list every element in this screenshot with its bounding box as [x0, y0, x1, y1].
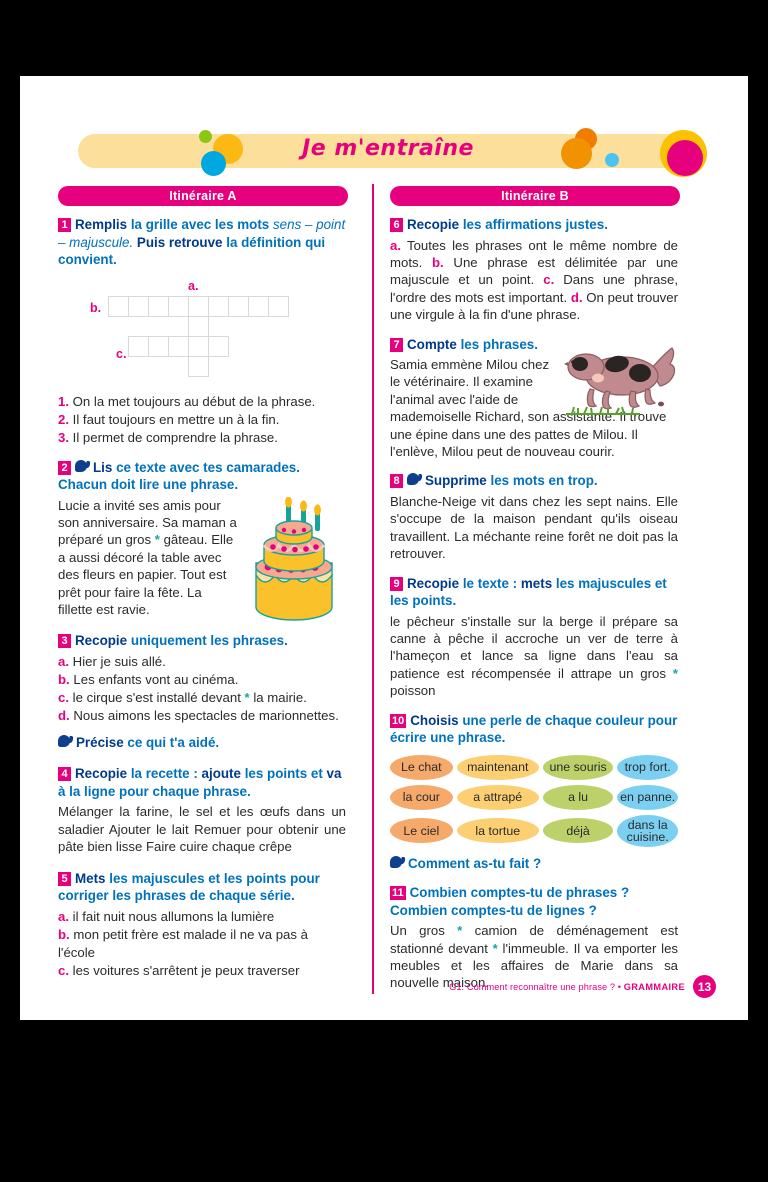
- crossword-cell[interactable]: [128, 336, 149, 357]
- item-label: c.: [543, 272, 555, 288]
- pearl-word[interactable]: a attrapé: [457, 785, 539, 810]
- item-label: d.: [58, 707, 70, 723]
- item-label: b.: [58, 671, 70, 687]
- exercise-5-verb: Mets: [75, 870, 106, 886]
- exercise-8: [390, 472, 678, 562]
- exercise-6-verb: Recopie: [407, 217, 460, 232]
- exercise-6-number: 6: [390, 218, 403, 232]
- exercise-9-number: 9: [390, 577, 403, 591]
- crossword-cell[interactable]: [168, 296, 189, 317]
- exercise-10-verb: Choisis: [410, 712, 459, 728]
- exercise-4-heading: [58, 765, 346, 800]
- exercise-10-subtask: [390, 855, 678, 873]
- speech-bubble-icon: [58, 735, 73, 748]
- vocabulary-star-icon: *: [492, 940, 498, 956]
- crossword-cell[interactable]: [208, 296, 229, 317]
- subtask-text: Comment as-tu fait ?: [408, 855, 542, 871]
- footer-chapter-text: G1. Comment reconnaître une phrase ? •: [449, 981, 622, 992]
- exercise-1-words: sens – point – majuscule.: [58, 217, 346, 250]
- exercise-2: [58, 459, 346, 619]
- exercise-6: [390, 216, 678, 324]
- definition-text: Il permet de comprendre la phrase.: [72, 429, 278, 445]
- exercise-4-verb-1: Recopie: [75, 766, 128, 782]
- item-text: Les enfants vont au cinéma.: [73, 671, 239, 687]
- exercise-1-text-2: la définition qui convient.: [58, 234, 326, 267]
- exercise-1-number: 1: [58, 218, 71, 232]
- pearl-word[interactable]: dans la cuisine.: [617, 815, 678, 847]
- pearl-row: [390, 755, 678, 780]
- item-text: mon petit frère est malade il ne va pas à l'école: [58, 926, 308, 960]
- exercise-7-number: 7: [390, 338, 403, 352]
- textbook-page: [20, 76, 748, 1020]
- page-number-badge: 13: [693, 975, 716, 998]
- subtask-verb: Précise: [76, 734, 124, 750]
- exercise-9-text-2: les majuscules et les points.: [390, 575, 667, 609]
- pearl-word[interactable]: maintenant: [457, 755, 539, 780]
- exercise-11-heading: [390, 884, 678, 919]
- exercise-6-body: [390, 237, 678, 324]
- exercise-7-text: les phrases.: [456, 336, 538, 352]
- crossword-cell[interactable]: [228, 296, 249, 317]
- footer-chapter-label: [449, 982, 685, 992]
- exercise-7-body-full: mademoiselle Richard, son assistante. Il trouve une épine dans une des pattes de Milou. Il l'enlève, Milou peut de nouveau courir.: [390, 409, 667, 460]
- exercise-11-number: 11: [392, 887, 404, 900]
- item-label: d.: [570, 289, 583, 305]
- crossword-grid[interactable]: [58, 279, 346, 387]
- exercise-1-verb: Remplis: [75, 217, 128, 232]
- exercise-6-heading: [390, 216, 678, 234]
- crossword-label-b: b.: [90, 300, 102, 315]
- list-item: [58, 707, 346, 725]
- list-item: [58, 689, 346, 707]
- item-label: b.: [58, 926, 70, 942]
- pearl-word[interactable]: une souris: [543, 755, 613, 780]
- definition-item: [58, 411, 346, 429]
- exercise-4-text-1: la recette :: [127, 766, 202, 782]
- pearl-row: [390, 815, 678, 847]
- item-text: le cirque s'est installé devant * la mairie.: [72, 689, 307, 705]
- exercise-4-verb-3: va: [326, 766, 342, 782]
- exercise-9: [390, 575, 678, 700]
- exercise-8-heading: [390, 472, 678, 490]
- item-text: Toutes les phrases ont le même nombre de mots.: [390, 237, 678, 270]
- crossword-cell[interactable]: [188, 336, 209, 357]
- exercise-3-text: uniquement les phrases.: [127, 633, 288, 649]
- exercise-3-verb: Recopie: [75, 633, 128, 649]
- crossword-cell[interactable]: [188, 316, 209, 337]
- exercise-9-text-1: le texte :: [459, 575, 521, 591]
- footer-section-name: GRAMMAIRE: [623, 981, 685, 992]
- pearl-word-bank: [390, 755, 678, 847]
- exercise-7-verb: Compte: [407, 336, 457, 352]
- exercise-3-heading: [58, 632, 346, 650]
- exercise-10-number: 10: [392, 714, 405, 727]
- subtask-text: ce qui t'a aidé.: [123, 734, 220, 750]
- exercise-9-verb-1: Recopie: [407, 575, 460, 591]
- item-text: Dans une phrase, l'ordre des mots est important.: [390, 272, 678, 305]
- crossword-cell[interactable]: [268, 296, 289, 317]
- exercise-7-body-wrapped: Samia emmène Milou chez le vétérinaire. Il examine l'animal avec l'aide de: [390, 357, 550, 407]
- definition-number: 1.: [58, 393, 69, 409]
- exercise-1-text-1: la grille avec les mots: [127, 217, 273, 232]
- pearl-word[interactable]: déjà: [543, 818, 613, 843]
- list-item: [58, 671, 346, 689]
- crossword-cell[interactable]: [188, 296, 209, 317]
- pearl-word[interactable]: en panne.: [617, 785, 678, 810]
- speech-bubble-icon: [407, 473, 422, 486]
- exercise-10: [390, 712, 678, 873]
- pearl-word[interactable]: Le ciel: [390, 818, 453, 843]
- list-item: [58, 908, 346, 926]
- exercise-2-number: 2: [58, 461, 71, 475]
- definition-number: 3.: [58, 429, 69, 445]
- exercise-10-heading: [390, 712, 678, 747]
- exercise-5-text: les majuscules et les points pour corriger les phrases de chaque série.: [58, 870, 320, 904]
- exercise-4-verb-2: ajoute: [201, 766, 241, 782]
- definition-item: [58, 393, 346, 411]
- item-label: a.: [58, 908, 69, 924]
- definition-text: Il faut toujours en mettre un à la fin.: [72, 411, 280, 427]
- exercise-4-body: Mélanger la farine, le sel et les œufs dans un saladier Ajouter le lait Remuer pour obtenir une pâte bien lisse Faire cuire chaque crêpe: [58, 804, 346, 855]
- exercise-8-body: Blanche-Neige vit dans chez les sept nains. Elle s'occupe de la maison pendant qu'ils oiseau travaillent. La méchante reine forêt ne doit pas la retrouver.: [390, 493, 678, 562]
- exercise-7: [390, 336, 678, 461]
- exercise-4: [58, 765, 346, 855]
- pearl-word[interactable]: la tortue: [457, 818, 539, 843]
- column-itineraire-b: [390, 216, 678, 1001]
- exercise-4-text-3: à la ligne pour chaque phrase.: [58, 783, 251, 799]
- exercise-11-body: Un gros * camion de déménagement est stationné devant * l'immeuble. Il va emporter les meubles et les affaires de Marie dans sa nouvelle maison.: [390, 923, 678, 991]
- page-footer: [449, 975, 716, 998]
- crossword-cell[interactable]: [248, 296, 269, 317]
- exercise-11-text: Combien comptes-tu de phrases ? Combien comptes-tu de lignes ?: [390, 885, 630, 918]
- crossword-cell[interactable]: [128, 296, 149, 317]
- crossword-cell[interactable]: [208, 336, 229, 357]
- item-text: il fait nuit nous allumons la lumière: [72, 908, 275, 924]
- item-label: c.: [58, 962, 69, 978]
- pearl-word[interactable]: Le chat: [390, 755, 453, 780]
- item-text: Nous aimons les spectacles de marionnettes.: [73, 707, 339, 723]
- list-item: [58, 926, 346, 962]
- definition-text: On la met toujours au début de la phrase.: [72, 393, 316, 409]
- definition-number: 2.: [58, 411, 69, 427]
- crossword-cell[interactable]: [148, 336, 169, 357]
- exercise-6-text: les affirmations justes.: [459, 217, 608, 232]
- item-text: On peut trouver une virgule à la fin d'une phrase.: [390, 289, 679, 323]
- item-label: c.: [58, 689, 69, 705]
- pearl-word[interactable]: la cour: [390, 785, 453, 810]
- exercise-4-text-2: les points et: [240, 766, 327, 782]
- exercise-5-number: 5: [58, 872, 71, 886]
- crossword-label-c: c.: [116, 346, 127, 361]
- crossword-cell[interactable]: [188, 356, 209, 377]
- dog-illustration: [564, 340, 682, 420]
- definition-item: [58, 429, 346, 447]
- exercise-1-heading: [58, 216, 346, 269]
- item-text: les voitures s'arrêtent je peux traverser: [72, 962, 300, 978]
- tab-itineraire-b[interactable]: Itinéraire B: [390, 186, 680, 206]
- item-label: a.: [390, 237, 401, 253]
- exercise-2-body: Lucie a invité ses amis pour son anniversaire. Sa maman a préparé un gros * gâteau. Elle a aussi décoré la table avec des fleurs en papier. Tout est prêt pour faire la fête. La fillette est ravie.: [58, 497, 237, 617]
- list-item: [58, 653, 346, 671]
- exercise-9-body: le pêcheur s'installe sur la berge il prépare sa canne à pêche il accroche un ver de terre à l'hameçon et lance sa ligne dans l'eau sa patience est récompensée il attrape un gros * poisson: [390, 613, 678, 699]
- item-text: Hier je suis allé.: [72, 653, 166, 669]
- speech-bubble-icon: [390, 856, 405, 869]
- page-header-banner: [58, 126, 718, 178]
- exercise-5-heading: [58, 870, 346, 905]
- exercise-9-heading: [390, 575, 678, 610]
- pearl-word[interactable]: trop fort.: [617, 755, 678, 780]
- tab-itineraire-a[interactable]: Itinéraire A: [58, 186, 348, 206]
- crossword-label-a: a.: [188, 278, 199, 293]
- column-divider: [372, 184, 374, 994]
- exercise-9-verb-2: mets: [520, 575, 553, 591]
- page-title: Je m'entraîne: [302, 136, 474, 161]
- crossword-cell[interactable]: [168, 336, 189, 357]
- exercise-1: [58, 216, 346, 447]
- item-label: a.: [58, 653, 69, 669]
- vocabulary-star-icon: *: [672, 665, 678, 681]
- crossword-cell[interactable]: [148, 296, 169, 317]
- vocabulary-star-icon: *: [457, 923, 463, 939]
- speech-bubble-icon: [75, 460, 90, 473]
- exercise-2-heading: [58, 459, 346, 494]
- exercise-3-number: 3: [58, 634, 71, 648]
- crossword-cell[interactable]: [108, 296, 129, 317]
- item-label: b.: [431, 254, 444, 270]
- exercise-5: [58, 870, 346, 980]
- vocabulary-star-icon: *: [154, 532, 160, 548]
- exercise-1-verb-2: Puis retrouve: [133, 234, 223, 250]
- exercise-8-verb: Supprime: [425, 473, 487, 489]
- column-itineraire-a: [58, 216, 346, 989]
- exercise-4-number: 4: [58, 767, 71, 781]
- vocabulary-star-icon: *: [244, 689, 250, 705]
- exercise-3-subtask: [58, 734, 346, 752]
- exercise-10-text: une perle de chaque couleur pour écrire une phrase.: [390, 712, 678, 746]
- pearl-row: [390, 785, 678, 810]
- list-item: [58, 962, 346, 980]
- pearl-word[interactable]: a lu: [543, 785, 613, 810]
- exercise-2-text: ce texte avec tes camarades. Chacun doit lire une phrase.: [58, 459, 300, 492]
- exercise-8-number: 8: [390, 474, 403, 488]
- exercise-3: [58, 632, 346, 751]
- item-text: Une phrase est délimitée par une majuscule et un point.: [390, 254, 678, 288]
- birthday-cake-illustration: [246, 497, 342, 625]
- exercise-8-text: les mots en trop.: [486, 473, 598, 489]
- exercise-2-verb: Lis: [93, 459, 113, 475]
